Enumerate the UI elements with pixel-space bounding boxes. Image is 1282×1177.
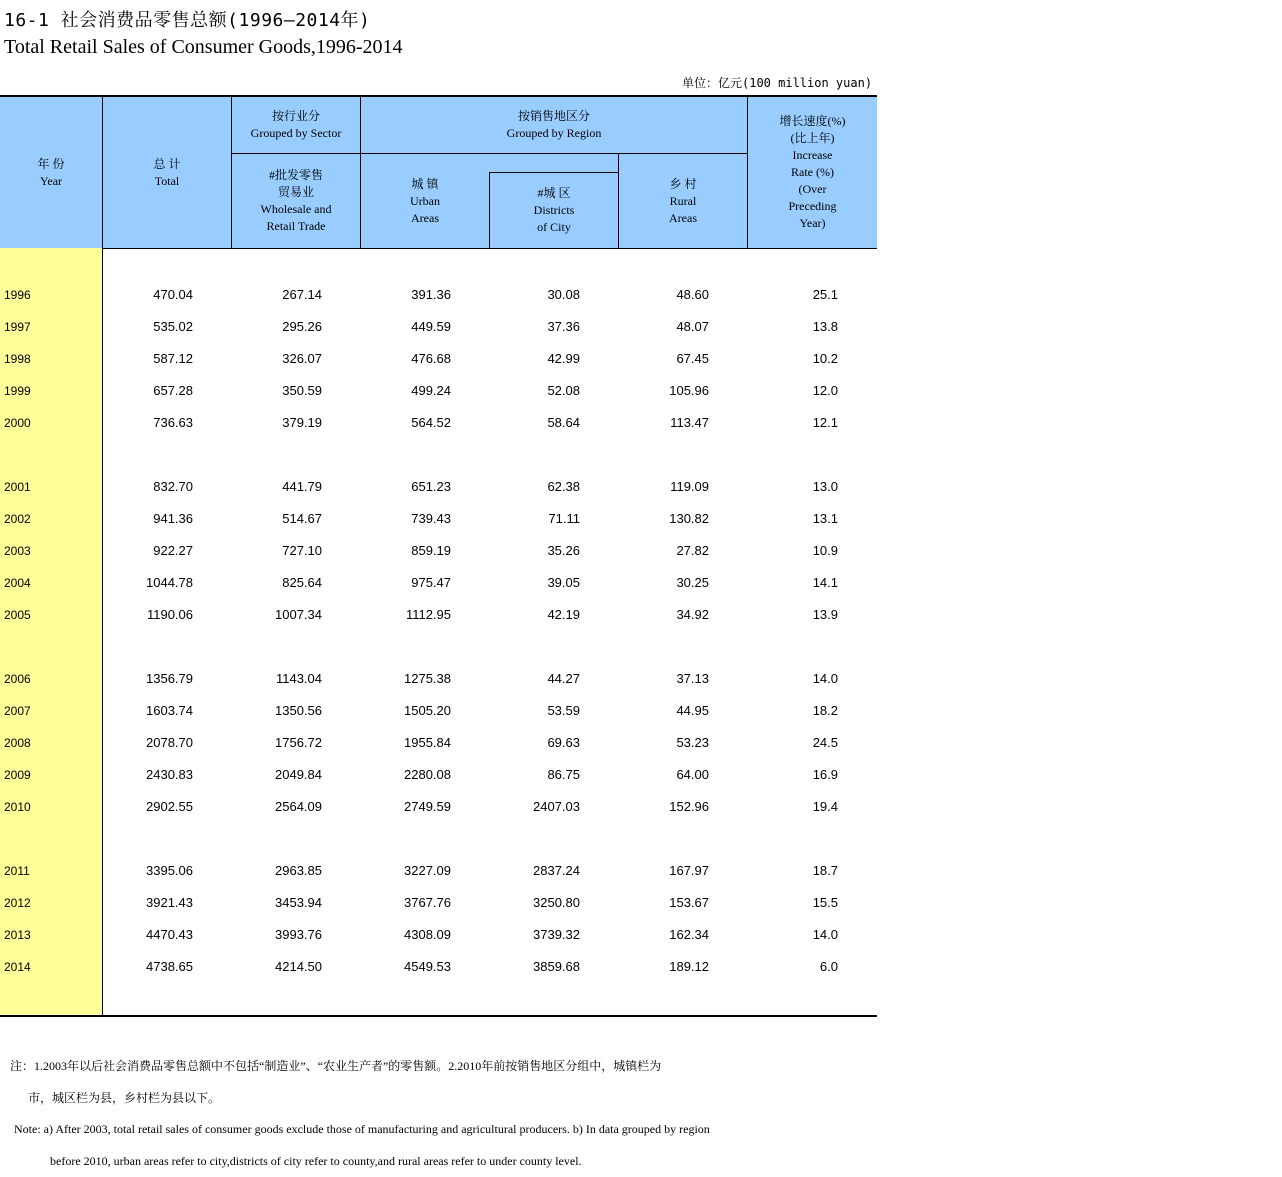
year-cell: 2004: [4, 576, 31, 590]
district-cell: 35.26: [547, 543, 580, 558]
urban-cell: 1275.38: [404, 671, 451, 686]
rural-cell: 30.25: [676, 575, 709, 590]
header-district-en1: Districts: [533, 203, 575, 217]
wholesale-cell: 1756.72: [275, 735, 322, 750]
header-urban: [361, 154, 489, 248]
wholesale-cell: 825.64: [282, 575, 322, 590]
header-rural-cn: 乡 村: [669, 176, 697, 191]
urban-cell: 1505.20: [404, 703, 451, 718]
bottom-rule: [0, 1015, 877, 1017]
total-cell: 1190.06: [146, 607, 193, 622]
urban-cell: 739.43: [411, 511, 451, 526]
header-wholesale-cn2: 贸易业: [277, 185, 314, 199]
header-total-en: Total: [154, 173, 180, 188]
header-urban-cn: 城 镇: [411, 176, 439, 191]
rule-v-rural: [747, 97, 748, 248]
table-title-english: Total Retail Sales of Consumer Goods,1996-2014: [4, 36, 403, 58]
year-cell: 2007: [4, 704, 31, 718]
urban-cell: 1955.84: [404, 735, 451, 750]
urban-cell: 651.23: [411, 479, 451, 494]
header-rural-en1: Rural: [669, 193, 697, 208]
wholesale-cell: 1143.04: [275, 671, 322, 686]
rural-cell: 130.82: [669, 511, 709, 526]
total-cell: 2078.70: [146, 735, 193, 750]
header-district: [490, 173, 618, 248]
rate-cell: 24.5: [812, 735, 838, 750]
rural-cell: 162.34: [669, 927, 709, 942]
wholesale-cell: 514.67: [282, 511, 322, 526]
rural-cell: 152.96: [669, 799, 709, 814]
rule-v-total: [231, 97, 232, 248]
rate-cell: 10.2: [812, 351, 838, 366]
rural-cell: 119.09: [670, 479, 709, 494]
total-cell: 2902.55: [146, 799, 193, 814]
wholesale-cell: 295.26: [282, 319, 322, 334]
district-cell: 2407.03: [533, 799, 580, 814]
district-cell: 69.63: [547, 735, 580, 750]
year-cell: 2009: [4, 768, 31, 782]
wholesale-cell: 350.59: [282, 383, 322, 398]
rate-cell: 14.0: [812, 671, 838, 686]
district-cell: 71.11: [548, 511, 580, 526]
rural-cell: 189.12: [669, 959, 709, 974]
year-cell: 2010: [4, 800, 31, 814]
rule-v-district: [618, 153, 619, 248]
rate-cell: 18.7: [812, 863, 838, 878]
wholesale-cell: 2963.85: [275, 863, 322, 878]
rural-cell: 113.47: [670, 415, 709, 430]
urban-cell: 859.19: [411, 543, 451, 558]
wholesale-cell: 3453.94: [275, 895, 322, 910]
urban-cell: 449.59: [411, 319, 451, 334]
header-wholesale: [232, 154, 360, 248]
rate-cell: 15.5: [812, 895, 838, 910]
header-urban-en2: Areas: [411, 210, 439, 225]
header-rate-en4: Preceding: [788, 199, 837, 213]
header-year-cn: 年 份: [37, 156, 65, 171]
rural-cell: 53.23: [676, 735, 709, 750]
header-bottom-rule: [0, 248, 877, 249]
district-cell: 3250.80: [533, 895, 580, 910]
rural-cell: 48.07: [676, 319, 709, 334]
total-cell: 1044.78: [146, 575, 193, 590]
urban-cell: 564.52: [411, 415, 451, 430]
wholesale-cell: 267.14: [282, 287, 322, 302]
header-rate-cn1: 增长速度(%): [779, 114, 846, 128]
wholesale-cell: 1350.56: [275, 703, 322, 718]
note-cn-line2: 市，城区栏为县，乡村栏为县以下。: [28, 1091, 221, 1105]
district-cell: 30.08: [547, 287, 580, 302]
header-district-cn: #城 区: [537, 186, 571, 200]
header-wholesale-en2: Retail Trade: [266, 219, 326, 233]
urban-cell: 4549.53: [404, 959, 451, 974]
year-cell: 1999: [4, 384, 31, 398]
rate-cell: 13.1: [812, 511, 838, 526]
year-cell: 2002: [4, 512, 31, 526]
header-year: [0, 97, 102, 248]
note-en-line2: before 2010, urban areas refer to city,districts of city refer to county,and rural areas refer to under county level.: [50, 1154, 582, 1168]
urban-cell: 4308.09: [404, 927, 451, 942]
rural-cell: 37.13: [676, 671, 709, 686]
rate-cell: 13.8: [812, 319, 838, 334]
wholesale-cell: 1007.34: [275, 607, 322, 622]
year-cell: 2003: [4, 544, 31, 558]
wholesale-cell: 379.19: [282, 415, 322, 430]
unit-label: 单位：亿元(100 million yuan): [682, 76, 873, 90]
rate-cell: 10.9: [812, 543, 838, 558]
urban-cell: 2749.59: [404, 799, 451, 814]
district-cell: 39.05: [547, 575, 580, 590]
district-cell: 53.59: [547, 703, 580, 718]
rural-cell: 48.60: [676, 287, 709, 302]
header-total-cn: 总 计: [153, 156, 181, 171]
district-cell: 52.08: [547, 383, 580, 398]
rural-cell: 153.67: [669, 895, 709, 910]
district-cell: 58.64: [547, 415, 580, 430]
note-en-line1: Note: a) After 2003, total retail sales of consumer goods exclude those of manufacturing and agricultural producers. b) In data grouped by region: [14, 1122, 710, 1136]
header-rate-en5: Year): [799, 216, 826, 230]
urban-cell: 3767.76: [404, 895, 451, 910]
year-cell: 2008: [4, 736, 31, 750]
rural-cell: 167.97: [669, 863, 709, 878]
wholesale-cell: 2049.84: [275, 767, 322, 782]
rate-cell: 14.1: [812, 575, 838, 590]
rural-cell: 105.96: [669, 383, 709, 398]
total-cell: 3395.06: [146, 863, 193, 878]
total-cell: 922.27: [153, 543, 193, 558]
year-cell: 2013: [4, 928, 31, 942]
header-total: [103, 97, 231, 248]
note-cn-line1: 注：1.2003年以后社会消费品零售总额中不包括“制造业”、“农业生产者”的零售额。2.2010年前按销售地区分组中，城镇栏为: [10, 1059, 662, 1073]
year-cell: 2011: [4, 864, 30, 878]
rate-cell: 13.0: [812, 479, 838, 494]
header-rural: [619, 154, 747, 248]
urban-cell: 391.36: [411, 287, 451, 302]
header-urban-en1: Urban: [410, 193, 440, 208]
header-rate-en3: (Over: [798, 182, 827, 196]
district-cell: 42.19: [547, 607, 580, 622]
urban-cell: 1112.95: [405, 607, 451, 622]
header-sector-en: Grouped by Sector: [250, 126, 342, 140]
total-cell: 4738.65: [146, 959, 193, 974]
district-cell: 44.27: [547, 671, 580, 686]
header-region: [361, 97, 747, 153]
total-cell: 657.28: [153, 383, 193, 398]
top-rule: [0, 95, 877, 97]
total-cell: 736.63: [153, 415, 193, 430]
header-district-en2: of City: [537, 220, 571, 234]
header-year-en: Year: [39, 173, 63, 188]
table-title-chinese: 16-1 社会消费品零售总额(1996—2014年): [4, 10, 371, 31]
district-cell: 42.99: [547, 351, 580, 366]
rate-cell: 25.1: [812, 287, 838, 302]
header-sector: [232, 97, 360, 153]
total-cell: 3921.43: [146, 895, 193, 910]
rule-h-sector: [232, 153, 747, 154]
rule-v-sector: [360, 97, 361, 248]
wholesale-cell: 3993.76: [275, 927, 322, 942]
urban-cell: 2280.08: [404, 767, 451, 782]
year-cell: 2006: [4, 672, 31, 686]
rate-cell: 12.1: [812, 415, 838, 430]
header-wholesale-en1: Wholesale and: [260, 202, 332, 216]
year-cell: 1996: [4, 288, 31, 302]
rural-cell: 34.92: [676, 607, 709, 622]
year-cell: 2001: [4, 480, 31, 494]
total-cell: 1603.74: [146, 703, 193, 718]
wholesale-cell: 326.07: [282, 351, 322, 366]
header-sector-cn: 按行业分: [271, 109, 320, 123]
wholesale-cell: 727.10: [282, 543, 322, 558]
rule-v-urban: [489, 172, 490, 248]
rural-cell: 67.45: [676, 351, 709, 366]
header-wholesale-cn1: #批发零售: [268, 168, 323, 182]
header-rate-en1: Increase: [792, 148, 833, 162]
year-cell: 2000: [4, 416, 31, 430]
total-cell: 535.02: [153, 319, 193, 334]
wholesale-cell: 4214.50: [275, 959, 322, 974]
rural-cell: 27.82: [676, 543, 709, 558]
total-cell: 832.70: [153, 479, 193, 494]
district-cell: 37.36: [547, 319, 580, 334]
year-cell: 2012: [4, 896, 31, 910]
year-cell: 1997: [4, 320, 31, 334]
rate-cell: 13.9: [812, 607, 838, 622]
rate-cell: 18.2: [812, 703, 838, 718]
year-cell: 2014: [4, 960, 31, 974]
wholesale-cell: 2564.09: [275, 799, 322, 814]
urban-cell: 3227.09: [404, 863, 451, 878]
header-rate-cn2: (比上年): [790, 131, 835, 145]
header-region-cn: 按销售地区分: [517, 109, 590, 123]
rural-cell: 44.95: [676, 703, 709, 718]
total-cell: 4470.43: [146, 927, 193, 942]
rate-cell: 6.0: [819, 959, 838, 974]
district-cell: 3739.32: [533, 927, 580, 942]
district-cell: 62.38: [547, 479, 580, 494]
header-rate-en2: Rate (%): [791, 165, 834, 179]
urban-cell: 476.68: [411, 351, 451, 366]
total-cell: 587.12: [153, 351, 193, 366]
rate-cell: 14.0: [812, 927, 838, 942]
total-cell: 470.04: [153, 287, 193, 302]
total-cell: 1356.79: [146, 671, 193, 686]
year-cell: 1998: [4, 352, 31, 366]
district-cell: 2837.24: [533, 863, 580, 878]
urban-cell: 499.24: [411, 383, 451, 398]
urban-cell: 975.47: [411, 575, 451, 590]
header-rate: [748, 97, 877, 248]
district-cell: 86.75: [547, 767, 580, 782]
wholesale-cell: 441.79: [282, 479, 322, 494]
rate-cell: 12.0: [812, 383, 838, 398]
rural-cell: 64.00: [676, 767, 709, 782]
header-region-en: Grouped by Region: [506, 126, 602, 140]
header-rural-en2: Areas: [669, 210, 697, 225]
rule-h-district: [490, 172, 618, 173]
year-cell: 2005: [4, 608, 31, 622]
district-cell: 3859.68: [533, 959, 580, 974]
total-cell: 941.36: [153, 511, 193, 526]
rate-cell: 19.4: [812, 799, 838, 814]
total-cell: 2430.83: [146, 767, 193, 782]
rate-cell: 16.9: [812, 767, 838, 782]
